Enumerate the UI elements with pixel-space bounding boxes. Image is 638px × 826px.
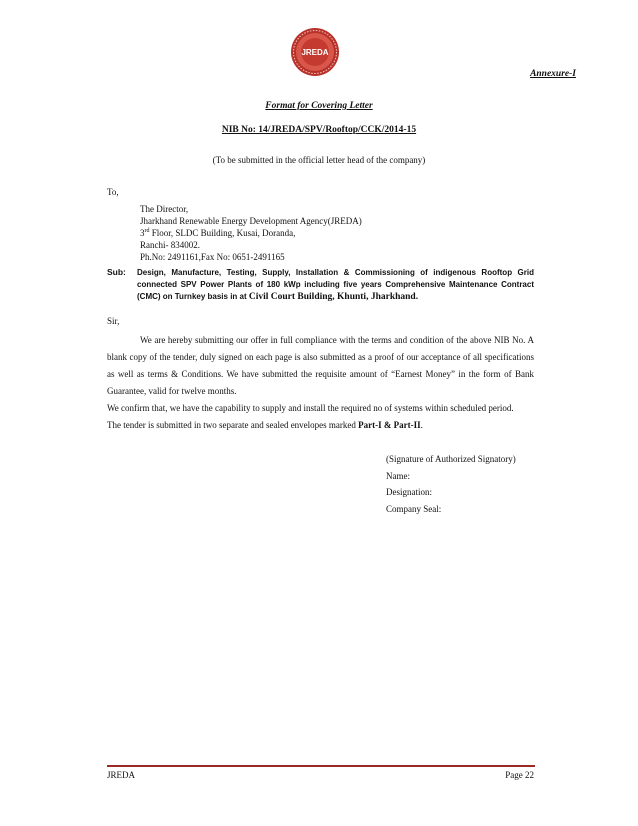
company-seal-line: Company Seal: — [386, 503, 442, 514]
address-line: Jharkhand Renewable Energy Development Agency(JREDA) — [140, 216, 362, 226]
to-line: To, — [107, 187, 119, 197]
footer-org: JREDA — [107, 770, 136, 780]
address-line: 3rd Floor, SLDC Building, Kusai, Doranda, — [140, 228, 296, 238]
body-paragraph: The tender is submitted in two separate and sealed envelopes marked Part-I & Part-II. — [107, 420, 423, 430]
annexure-label: Annexure-I — [530, 69, 576, 79]
submission-note: (To be submitted in the official letter head of the company) — [212, 155, 426, 165]
footer-rule — [107, 765, 535, 767]
signature-line: (Signature of Authorized Signatory) — [386, 454, 516, 464]
jreda-logo — [290, 27, 340, 77]
salutation: Sir, — [107, 316, 120, 326]
subject-location: Civil Court Building, Khunti, Jharkhand. — [248, 292, 419, 302]
letter-body — [107, 332, 534, 434]
page-number: Page 22 — [505, 770, 534, 780]
format-title: Format for Covering Letter — [265, 101, 373, 111]
designation-line: Designation: — [386, 487, 432, 497]
signature-block — [386, 451, 516, 517]
svg-text:JREDA: JREDA — [301, 48, 329, 57]
body-paragraph: We confirm that, we have the capability to supply and install the required no of systems within scheduled period. — [107, 403, 514, 413]
address-line: Ranchi- 834002. — [140, 240, 200, 250]
body-paragraph: We are hereby submitting our offer in full compliance with the terms and condition of the above NIB No. A blank copy of the tender, duly signed on each page is also submitted as a proof of our acceptance of all specifications as well as terms & Conditions. We have submitted the requisite amount of “Earnest Money” in the form of Bank Guarantee, valid for twelve months. — [107, 335, 534, 396]
address-line: The Director, — [140, 204, 189, 214]
subject-label: Sub: — [107, 267, 126, 277]
recipient-address — [140, 203, 362, 263]
address-line: Ph.No: 2491161,Fax No: 0651-2491165 — [140, 252, 285, 262]
subject-text: Design, Manufacture, Testing, Supply, Installation & Commissioning of indigenous Rooftop Grid connected SPV Power Plants of 180 kWp including five years Comprehensive Maintenance Contract (CMC) on Turnkey basis in at Civil Court Building, Khunti, Jharkhand. — [137, 268, 534, 302]
nib-number: NIB No: 14/JREDA/SPV/Rooftop/CCK/2014-15 — [221, 125, 417, 135]
name-line: Name: — [386, 470, 410, 481]
